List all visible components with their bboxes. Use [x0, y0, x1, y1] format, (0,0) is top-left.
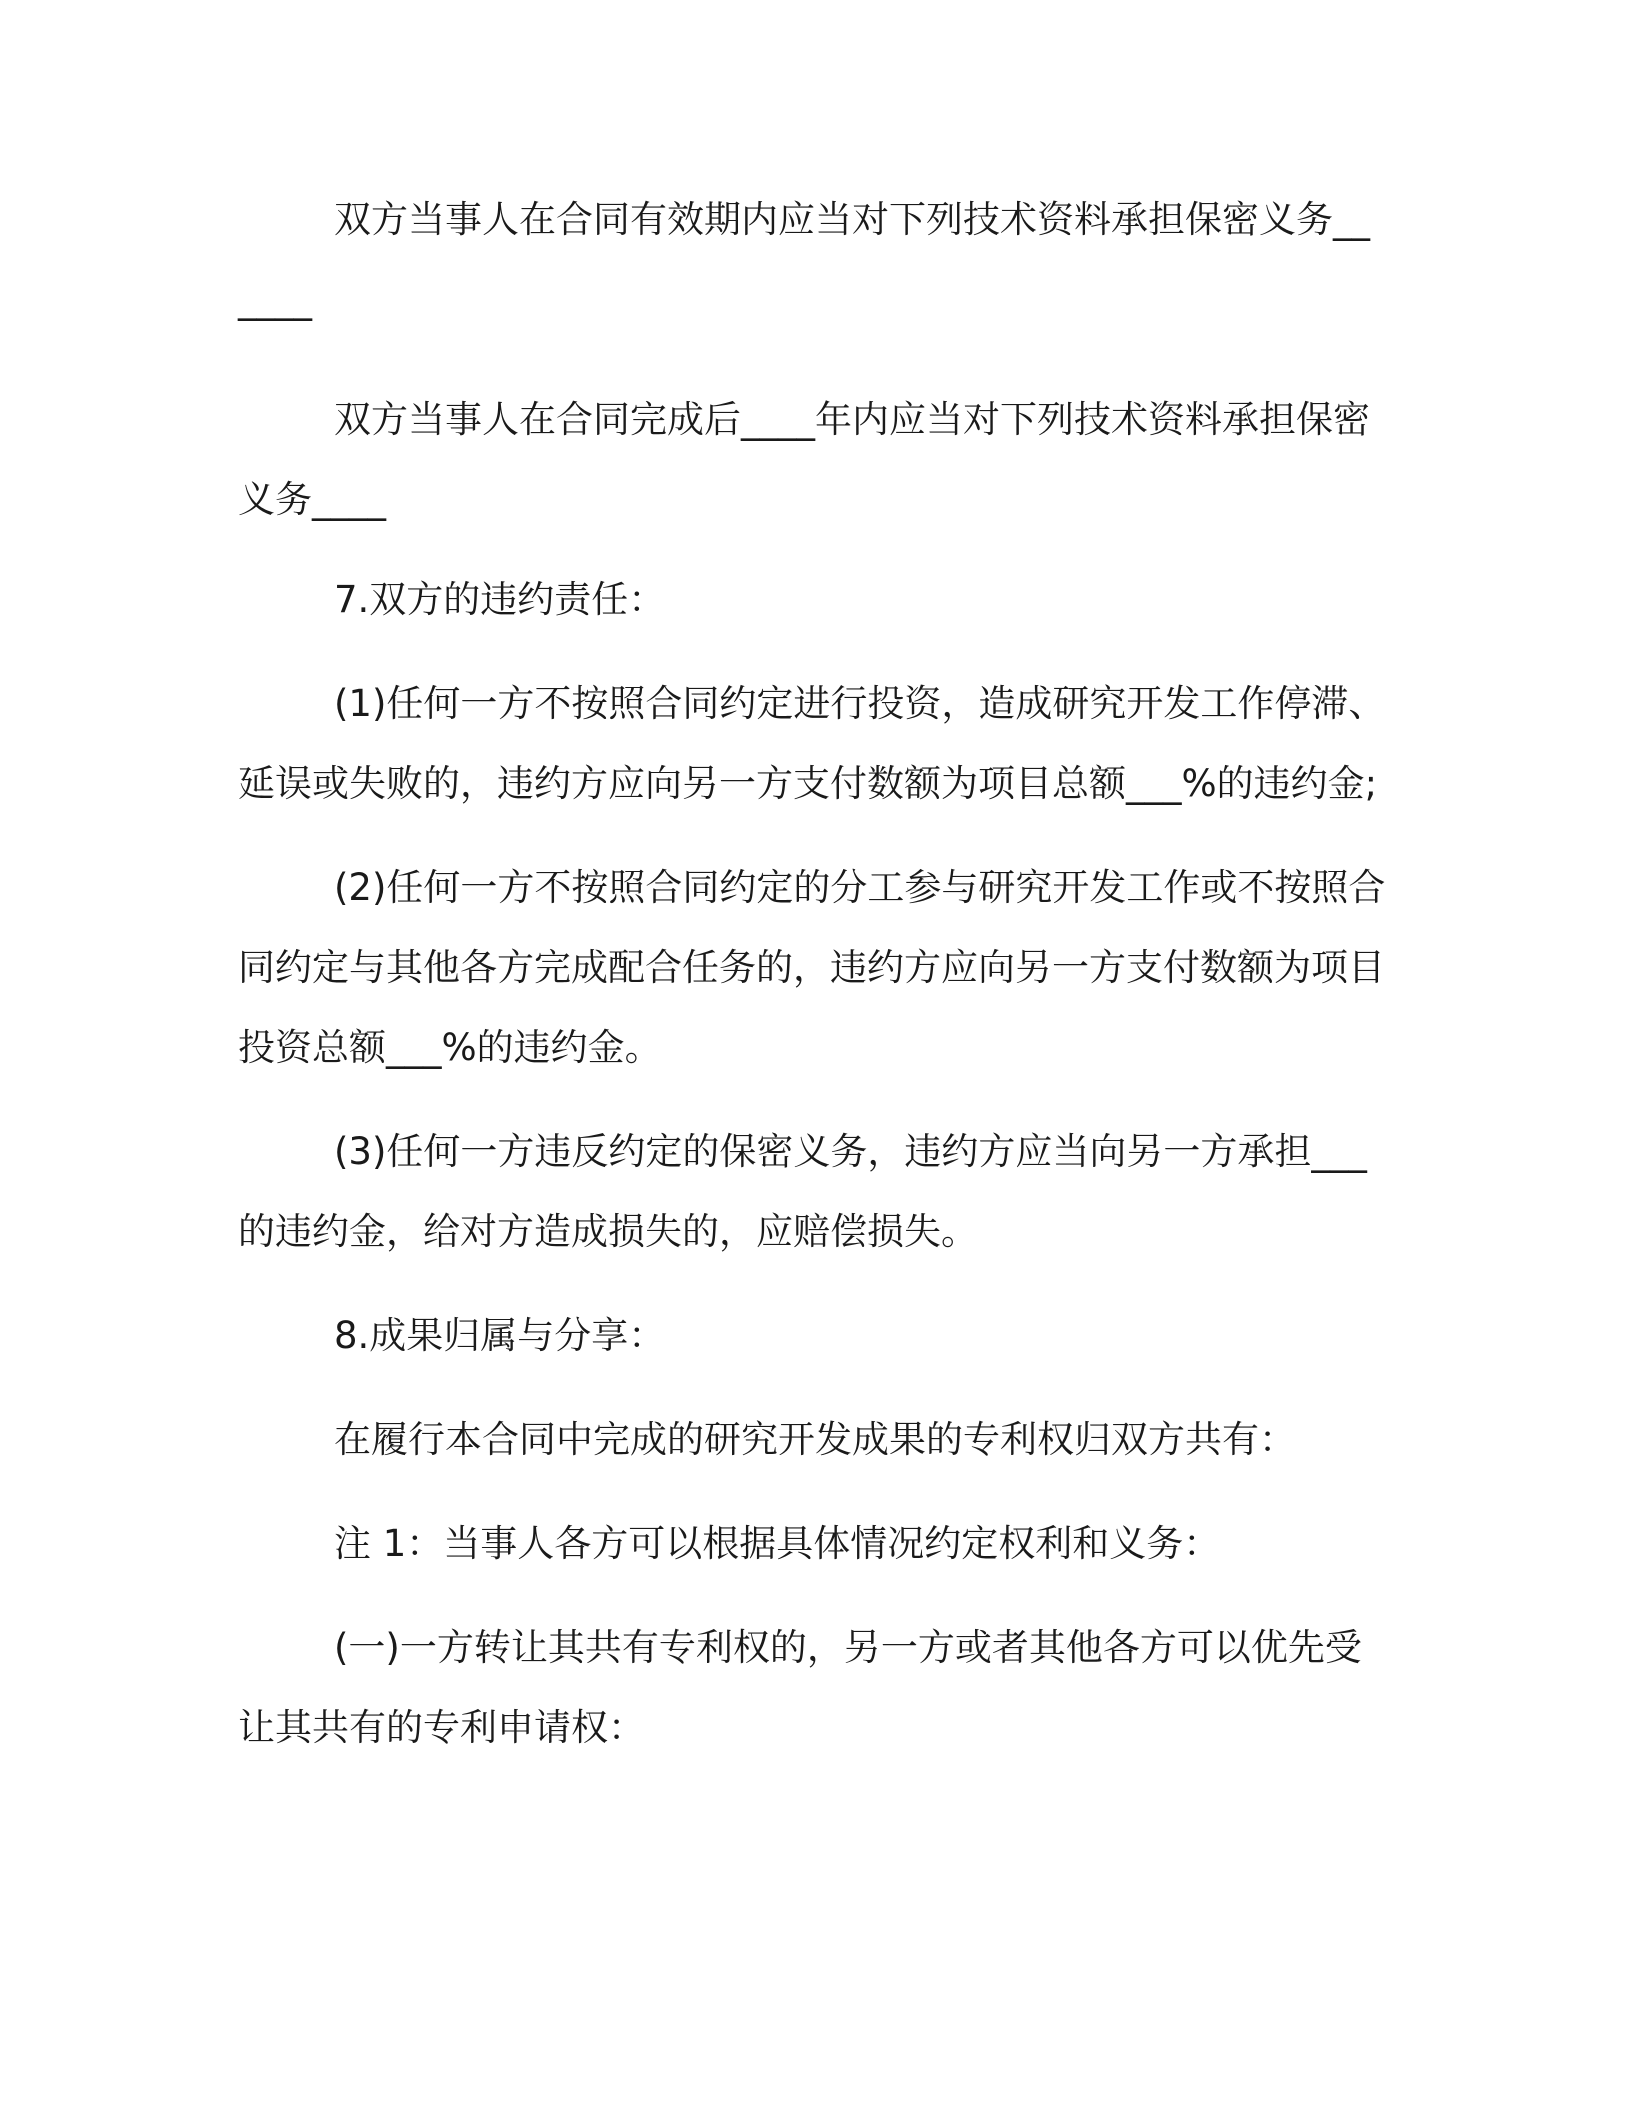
paragraph-breach-confidentiality: (3)任何一方违反约定的保密义务，违约方应当向另一方承担___的违约金，给对方造成损失的，应赔偿损失。	[238, 1130, 1367, 1253]
paragraph-confidentiality-after-completion: 双方当事人在合同完成后____年内应当对下列技术资料承担保密义务____	[238, 398, 1370, 521]
paragraph-breach-division-of-work: (2)任何一方不按照合同约定的分工参与研究开发工作或不按照合同约定与其他各方完成配合任务的，违约方应向另一方支付数额为项目投资总额___%的违约金。	[238, 866, 1386, 1069]
paragraph-confidentiality-during-term: 双方当事人在合同有效期内应当对下列技术资料承担保密义务______	[238, 198, 1370, 321]
paragraph-patent-co-ownership: 在履行本合同中完成的研究开发成果的专利权归双方共有：	[334, 1418, 1296, 1461]
section-heading-results-ownership: 8.成果归属与分享：	[334, 1314, 666, 1357]
paragraph-transfer-priority: (一)一方转让其共有专利权的，另一方或者其他各方可以优先受让其共有的专利申请权：	[238, 1626, 1362, 1749]
document-page	[238, 180, 1388, 1792]
paragraph-note-1: 注 1：当事人各方可以根据具体情况约定权利和义务：	[334, 1522, 1221, 1565]
section-heading-breach-liability: 7.双方的违约责任：	[334, 578, 666, 621]
paragraph-breach-investment: (1)任何一方不按照合同约定进行投资，造成研究开发工作停滞、延误或失败的，违约方应向另一方支付数额为项目总额___%的违约金;	[238, 682, 1386, 805]
